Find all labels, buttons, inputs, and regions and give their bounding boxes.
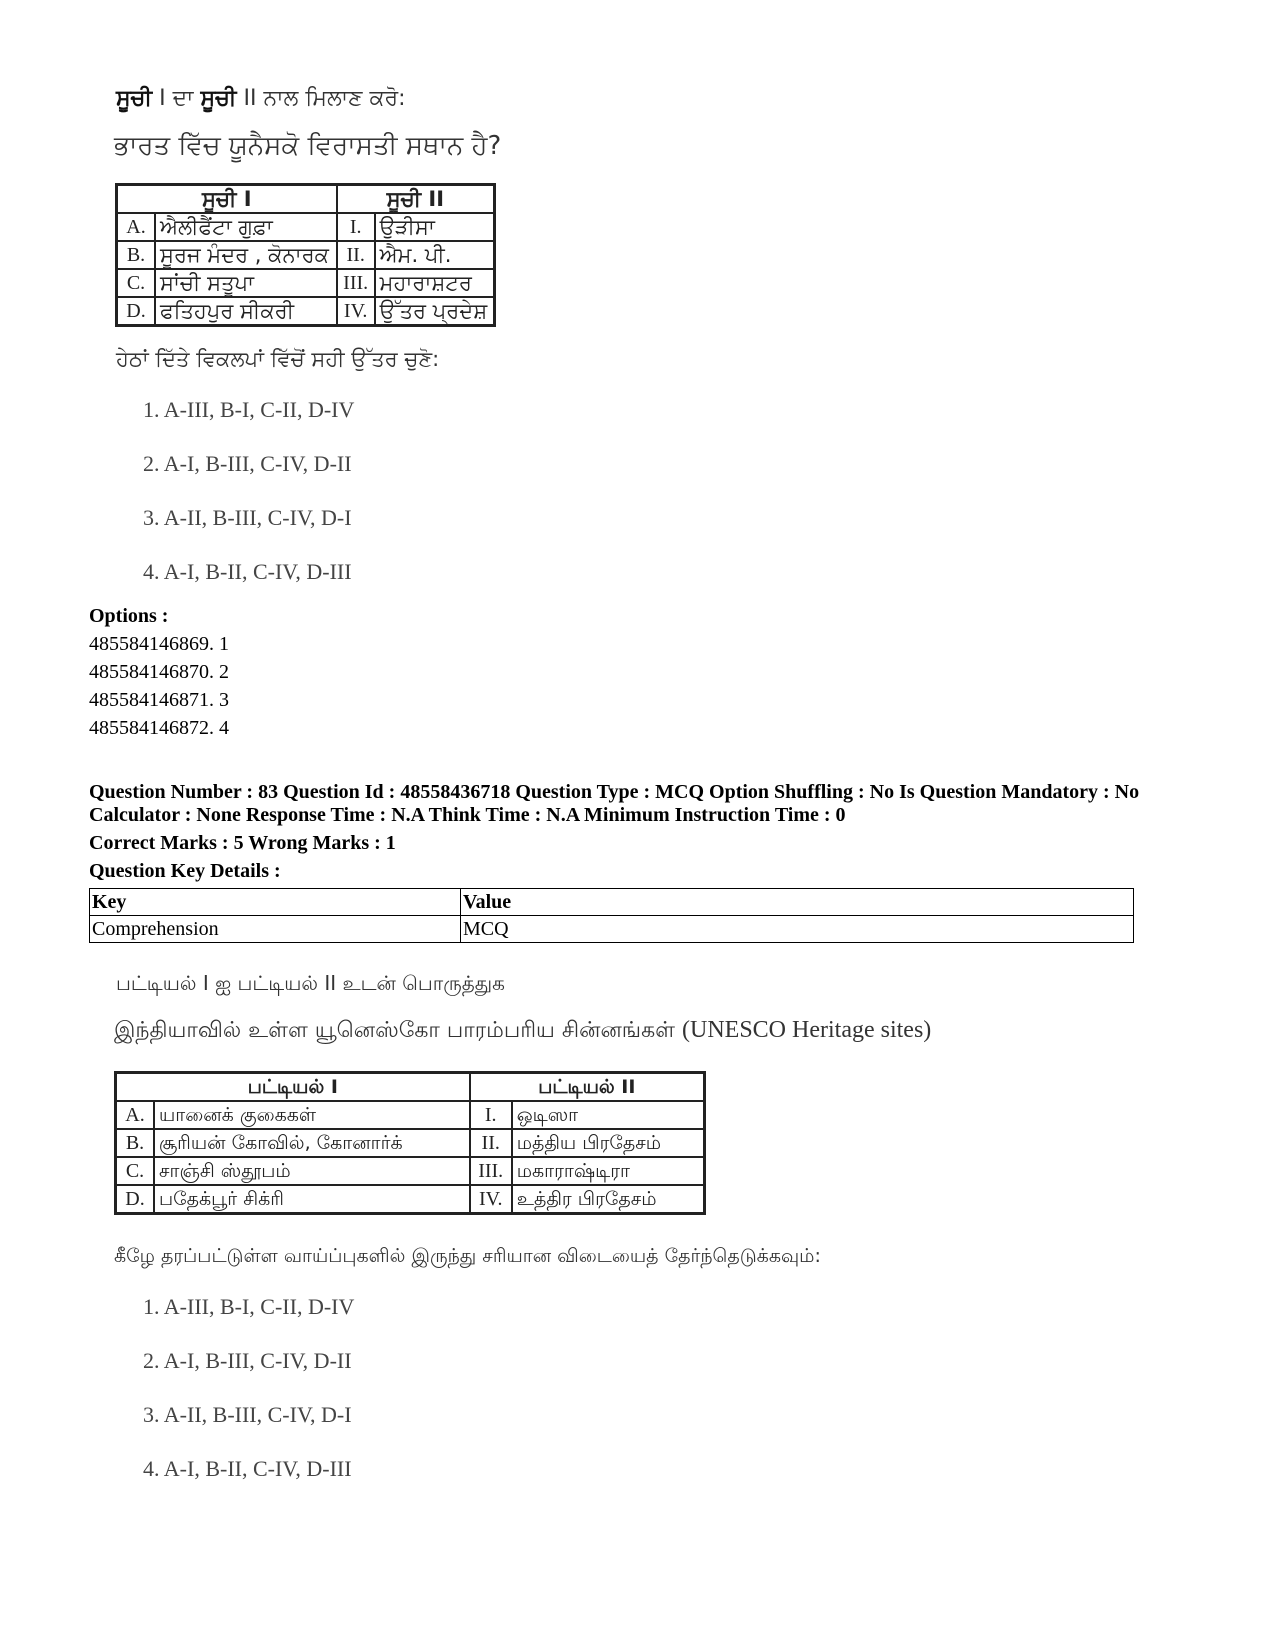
row-label: B. bbox=[116, 1129, 155, 1157]
table-row bbox=[116, 1129, 705, 1157]
row-roman: II. bbox=[470, 1129, 512, 1157]
list-2-item: மத்திய பிரதேசம் bbox=[512, 1129, 705, 1157]
row-label: A. bbox=[117, 213, 156, 241]
list-item: 485584146872. 4 bbox=[89, 717, 229, 739]
row-roman: I. bbox=[337, 213, 375, 241]
row-label: A. bbox=[116, 1101, 155, 1129]
list-item: 1. A-III, B-I, C-II, D-IV bbox=[143, 397, 355, 422]
list-1-header: பட்டியல் I bbox=[116, 1073, 470, 1102]
instruction-bold-list-2: ਸੂਚੀ bbox=[200, 86, 237, 111]
list-item: 3. A-II, B-III, C-IV, D-I bbox=[143, 505, 352, 530]
list-1-item: பதேக்பூர் சிக்ரி bbox=[154, 1185, 470, 1214]
table-row bbox=[116, 1157, 705, 1185]
list-2-item: உத்திர பிரதேசம் bbox=[512, 1185, 705, 1214]
list-1-header: ਸੂਚੀ I bbox=[117, 185, 337, 214]
table-row bbox=[117, 297, 495, 326]
list-item: 1. A-III, B-I, C-II, D-IV bbox=[143, 1294, 355, 1319]
options-heading: Options : bbox=[89, 605, 169, 627]
row-label: D. bbox=[116, 1185, 155, 1214]
instruction-text-1: I ਦਾ bbox=[152, 86, 201, 111]
table-row bbox=[116, 1185, 705, 1214]
row-roman: II. bbox=[337, 241, 375, 269]
match-table-header-row bbox=[117, 185, 495, 214]
list-item: 485584146869. 1 bbox=[89, 633, 229, 655]
row-roman: III. bbox=[470, 1157, 512, 1185]
list-2-item: ਮਹਾਰਾਸ਼ਟਰ bbox=[375, 269, 495, 297]
row-roman: IV. bbox=[470, 1185, 512, 1214]
list-item: 485584146870. 2 bbox=[89, 661, 229, 683]
match-table-header-row bbox=[116, 1073, 705, 1102]
key-cell: Comprehension bbox=[90, 916, 461, 943]
punjabi-instruction bbox=[116, 86, 406, 111]
options-list bbox=[89, 630, 229, 742]
list-2-item: ஒடிஸா bbox=[512, 1101, 705, 1129]
list-item: 2. A-I, B-III, C-IV, D-II bbox=[143, 1348, 352, 1373]
tamil-match-table bbox=[114, 1071, 706, 1215]
tamil-instruction: பட்டியல் I ஐ பட்டியல் II உடன் பொருத்துக bbox=[116, 971, 505, 995]
list-2-header: பட்டியல் II bbox=[470, 1073, 705, 1102]
table-row bbox=[116, 1101, 705, 1129]
value-column-header: Value bbox=[461, 889, 1134, 916]
marks-line: Correct Marks : 5 Wrong Marks : 1 bbox=[89, 832, 396, 854]
table-row bbox=[117, 213, 495, 241]
list-2-item: ਉੜੀਸਾ bbox=[375, 213, 495, 241]
value-cell: MCQ bbox=[461, 916, 1134, 943]
list-item: 2. A-I, B-III, C-IV, D-II bbox=[143, 451, 352, 476]
list-item: 485584146871. 3 bbox=[89, 689, 229, 711]
tamil-answer-choices bbox=[143, 1292, 354, 1508]
row-roman: III. bbox=[337, 269, 375, 297]
punjabi-match-table bbox=[115, 183, 496, 327]
tamil-choose-instruction: கீழே தரப்பட்டுள்ள வாய்ப்புகளில் இருந்து சரியான விடையைத் தேர்ந்தெடுக்கவும்: bbox=[114, 1245, 821, 1267]
question-meta bbox=[89, 781, 1169, 883]
row-roman: IV. bbox=[337, 297, 375, 326]
list-2-item: ਉੱਤਰ ਪ੍ਰਦੇਸ਼ bbox=[375, 297, 495, 326]
list-1-item: ਐਲੀਫੈਂਟਾ ਗੁਫ਼ਾ bbox=[155, 213, 337, 241]
table-row bbox=[90, 916, 1134, 943]
list-item: 3. A-II, B-III, C-IV, D-I bbox=[143, 1402, 352, 1427]
punjabi-choose-instruction: ਹੇਠਾਂ ਦਿੱਤੇ ਵਿਕਲਪਾਂ ਵਿੱਚੋਂ ਸਹੀ ਉੱਤਰ ਚੁਣੋ: bbox=[116, 347, 440, 371]
list-1-item: ਸਾਂਚੀ ਸਤੂਪਾ bbox=[155, 269, 337, 297]
table-row bbox=[117, 241, 495, 269]
question-meta-line: Question Number : 83 Question Id : 48558436718 Question Type : MCQ Option Shuffling : No Is Question Mandatory : No Calculator : None Response Time : N.A Think Time : N.A Minimum Instruction Time : 0 bbox=[89, 781, 1140, 826]
row-label: B. bbox=[117, 241, 156, 269]
list-1-item: சூரியன் கோவில், கோனார்க் bbox=[154, 1129, 470, 1157]
instruction-text-2: II ਨਾਲ ਮਿਲਾਣ ਕਰੋ: bbox=[236, 86, 406, 111]
list-1-item: ਸੂਰਜ ਮੰਦਰ , ਕੋਨਾਰਕ bbox=[155, 241, 337, 269]
key-details-heading: Question Key Details : bbox=[89, 860, 281, 882]
tamil-question-latin: (UNESCO Heritage sites) bbox=[682, 1017, 932, 1043]
list-2-item: மகாராஷ்டிரா bbox=[512, 1157, 705, 1185]
row-label: D. bbox=[117, 297, 156, 326]
key-column-header: Key bbox=[90, 889, 461, 916]
punjabi-question-text: ਭਾਰਤ ਵਿੱਚ ਯੂਨੈਸਕੋ ਵਿਰਾਸਤੀ ਸਥਾਨ ਹੈ? bbox=[114, 131, 502, 161]
list-item: 4. A-I, B-II, C-IV, D-III bbox=[143, 559, 352, 584]
list-item: 4. A-I, B-II, C-IV, D-III bbox=[143, 1456, 352, 1481]
tamil-question-main: இந்தியாவில் உள்ள யூனெஸ்கோ பாரம்பரிய சின்னங்கள் bbox=[114, 1018, 682, 1043]
list-1-item: யானைக் குகைகள் bbox=[154, 1101, 470, 1129]
instruction-bold-list-1: ਸੂਚੀ bbox=[116, 86, 153, 111]
list-2-item: ਐਮ. ਪੀ. bbox=[375, 241, 495, 269]
punjabi-answer-choices bbox=[143, 395, 354, 611]
question-key-table bbox=[89, 888, 1134, 943]
list-1-item: ਫਤਿਹਪੁਰ ਸੀਕਰੀ bbox=[155, 297, 337, 326]
list-1-item: சாஞ்சி ஸ்தூபம் bbox=[154, 1157, 470, 1185]
table-row bbox=[117, 269, 495, 297]
row-label: C. bbox=[117, 269, 156, 297]
row-roman: I. bbox=[470, 1101, 512, 1129]
table-header-row bbox=[90, 889, 1134, 916]
list-2-header: ਸੂਚੀ II bbox=[337, 185, 495, 214]
row-label: C. bbox=[116, 1157, 155, 1185]
tamil-question-text bbox=[114, 1017, 931, 1046]
